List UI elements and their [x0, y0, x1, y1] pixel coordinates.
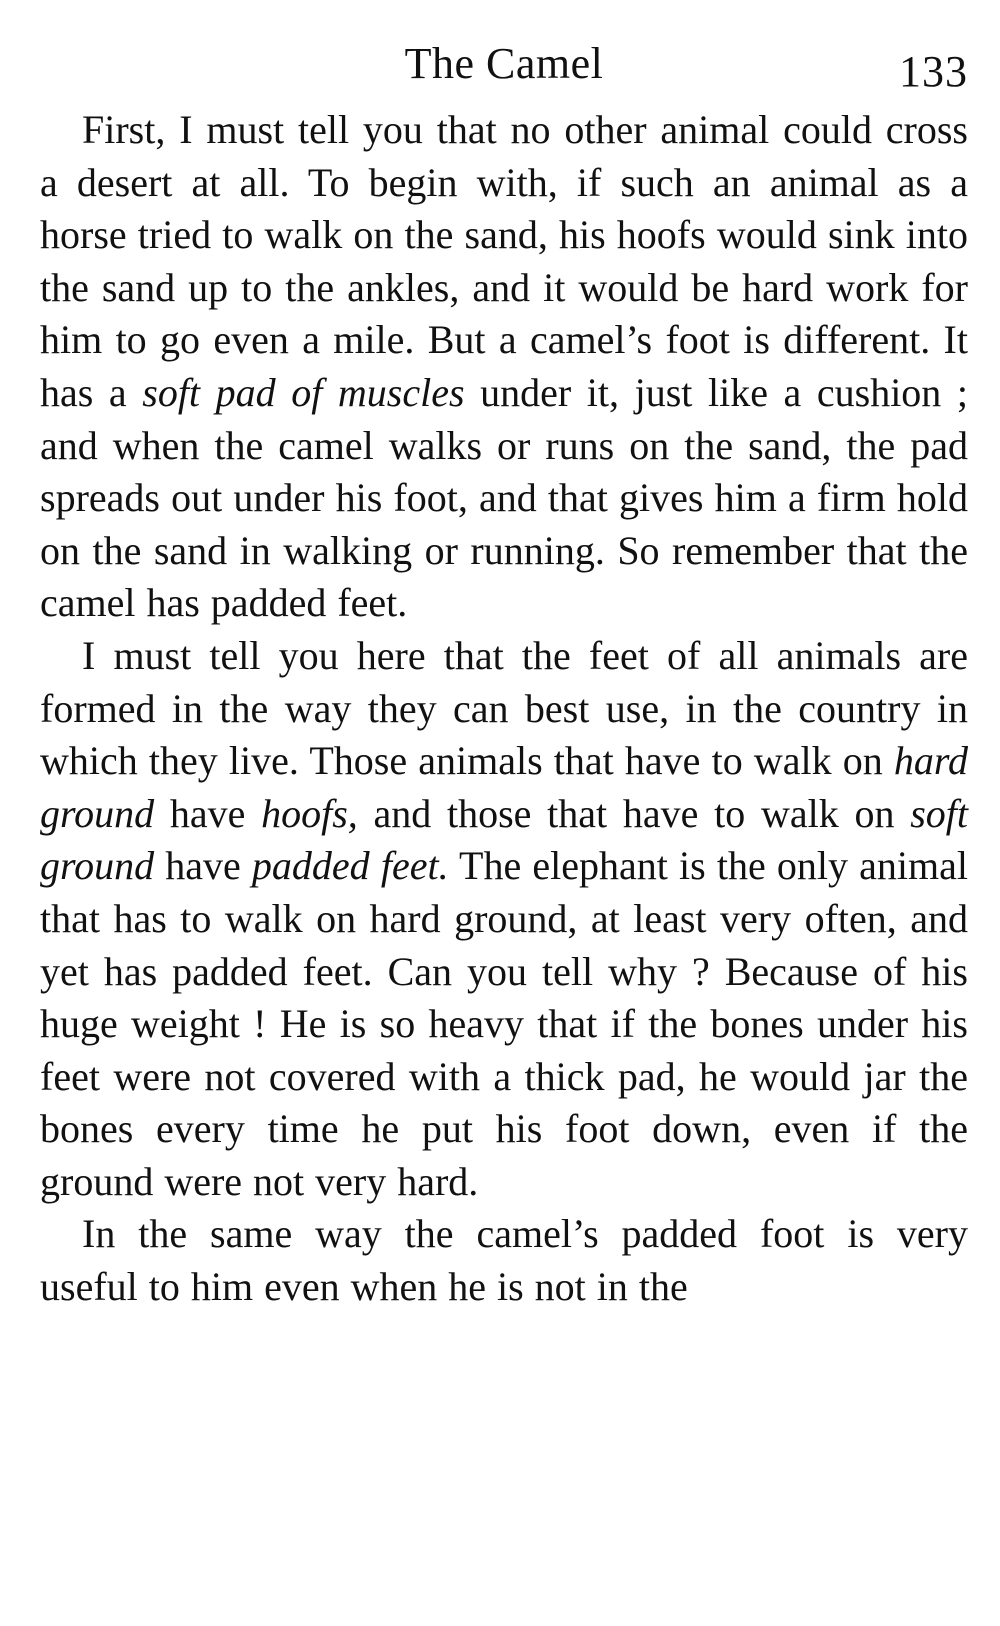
page-number: 133: [899, 47, 968, 96]
paragraph: [40, 1208, 968, 1313]
italic-span: soft ground: [40, 790, 968, 889]
italic-span: soft pad of muscles: [142, 369, 465, 415]
italic-span: hoofs,: [261, 790, 358, 836]
text-span: First, I must tell you that no other animal could cross a desert at all. To begin with, if such an animal as a horse tried to walk on the sand, his hoofs would sink into the sand up to the ankles, and it would be hard work for him to go even a mile. But a camel’s foot is different. It has a: [40, 107, 968, 415]
italic-span: padded feet.: [251, 843, 449, 889]
italic-span: hard ground: [40, 738, 968, 836]
book-page: [40, 28, 968, 1314]
text-span: I must tell you here that the feet of all animals are formed in the way they can best use, in the country in which they live. Those animals that have to walk on: [40, 632, 968, 784]
paragraph: [40, 104, 968, 630]
text-span: The elephant is the only animal that has to walk on hard ground, at least very often, and yet has padded feet. Can you tell why ? Because of his huge weight ! He is so heavy that if the bones under his feet were not covered with a thick pad, he would jar the bones every time he put his foot down, even if the ground were not very hard.: [40, 843, 968, 1204]
chapter-title: The Camel: [404, 39, 604, 88]
text-span: and those that have to walk on: [357, 790, 911, 836]
body-text: [40, 104, 968, 1314]
text-span: have: [154, 843, 252, 889]
text-span: have: [154, 790, 262, 836]
text-span: In the same way the camel’s padded foot is very useful to him even when he is not in the: [40, 1211, 968, 1310]
paragraph: [40, 630, 968, 1209]
running-head: [40, 28, 968, 96]
text-span: under it, just like a cushion ; and when the camel walks or runs on the sand, the pad spreads out under his foot, and that gives him a firm hold on the sand in walking or running. So remember that the camel has padded feet.: [40, 369, 969, 626]
